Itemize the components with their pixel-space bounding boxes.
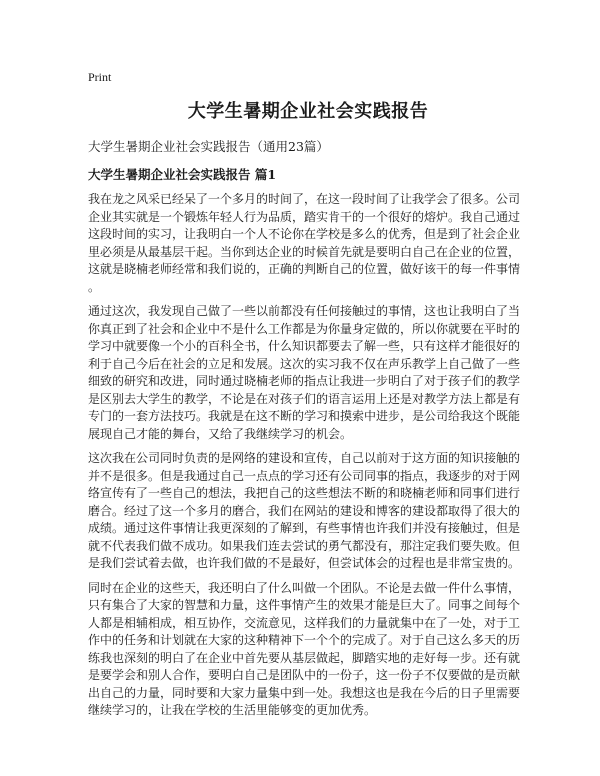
paragraph-line: 同时在企业的这些天，我还明白了什么叫做一个团队。不论是去做一件什么事情， [88,580,521,595]
paragraph-line: 。 [88,279,101,294]
paragraph-line: 成绩。通过这件事情让我更深刻的了解到，有些事情也许我们并没有接触过，但是 [88,521,521,535]
paragraph-line: 这段时间的实习，让我明白一个人不论你在学校是多么的优秀，但是到了社会企业 [88,227,521,241]
paragraph-line: 作中的任务和计划就在大家的这种精神下一个个的完成了。对于自己这么多天的历 [88,633,521,647]
paragraph-line: 出自己的力量，同时要和大家力量集中到一处。我想这也是我在今后的日子里需要 [88,685,521,700]
paragraph-line: 企业其实就是一个锻炼年轻人行为品质，踏实肯干的一个很好的熔炉。我自己通过 [88,209,521,224]
paragraph-line: 利于自己今后在社会的立足和发展。这次的实习我不仅在声乐教学上自己做了一些 [88,356,521,371]
paragraph-line: 通过这次，我发现自己做了一些以前都没有任何接触过的事情，这也让我明白了当 [88,304,521,318]
document-subtitle: 大学生暑期企业社会实践报告（通用23篇） [88,139,329,154]
paragraph-line: 这次我在公司同时负责的是网络的建设和宣传，自己以前对于这方面的知识接触的 [88,451,521,465]
paragraph-line: 磨合。经过了这一个多月的磨合，我们在网站的建设和博客的建设都取得了很大的 [88,503,521,518]
paragraph-line: 我在龙之风采已经呆了一个多月的时间了，在这一段时间了让我学会了很多。公司 [88,192,521,206]
paragraph-line: 展现自己才能的舞台，又给了我继续学习的机会。 [88,426,353,441]
paragraph-line: 里必须是从最基层干起。当你到达企业的时候首先就是要明白自己在企业的位置， [88,244,521,259]
paragraph [88,450,528,573]
paragraph-line: 专门的一套方法技巧。我就是在这不断的学习和摸索中进步，是公司给我这个既能 [88,409,521,423]
paragraph-line: 络宣传有了一些自己的想法，我把自己的这些想法不断的和晓楠老师和同事们进行 [88,486,521,500]
document-body [88,191,528,720]
paragraph-line: 练我也深刻的明白了在企业中首先要从基层做起，脚踏实地的走好每一步。还有就 [88,650,521,665]
paragraph-line: 并不是很多。但是我通过自己一点点的学习还有公司同事的指点，我逐步的对于网 [88,468,521,483]
paragraph-line: 是区别去大学生的教学，不论是在对孩子们的语言运用上还是对教学方法上都是有 [88,391,521,406]
paragraph-line: 人都是相辅相成，相互协作，交流意见，这样我们的力量就集中在了一处，对于工 [88,615,521,630]
paragraph-line: 这就是晓楠老师经常和我们说的，正确的判断自己的位置，做好该干的每一件事情 [88,262,521,276]
print-label: Print [88,70,112,84]
section-heading: 大学生暑期企业社会实践报告 篇1 [88,167,277,182]
paragraph [88,303,528,443]
paragraph-line: 只有集合了大家的智慧和力量，这件事情产生的效果才能是巨大了。同事之间每个 [88,598,521,612]
paragraph-line: 是要学会和别人合作，要明白自己是团队中的一份子，这一份子不仅要做的是贡献 [88,668,521,682]
paragraph-line: 你真正到了社会和企业中不是什么工作都是为你量身定做的，所以你就要在平时的 [88,321,521,336]
document-title: 大学生暑期企业社会实践报告 [187,101,429,122]
paragraph-line: 学习中就要像一个小的百科全书，什么知识都要去了解一些，只有这样才能很好的 [88,339,521,353]
paragraph [88,580,528,720]
document-page [88,70,528,727]
paragraph-line: 细致的研究和改进，同时通过晓楠老师的指点让我进一步明白了对于孩子们的教学 [88,374,521,388]
paragraph-line: 是我们尝试着去做，也许我们做的不是最好，但尝试体会的过程也是非常宝贵的。 [88,556,521,570]
paragraph-line: 就不代表我们做不成功。如果我们连去尝试的勇气都没有，那注定我们要失败。但 [88,538,521,553]
paragraph-line: 继续学习的，让我在学校的生活里能够变的更加优秀。 [88,703,377,717]
paragraph [88,191,528,296]
